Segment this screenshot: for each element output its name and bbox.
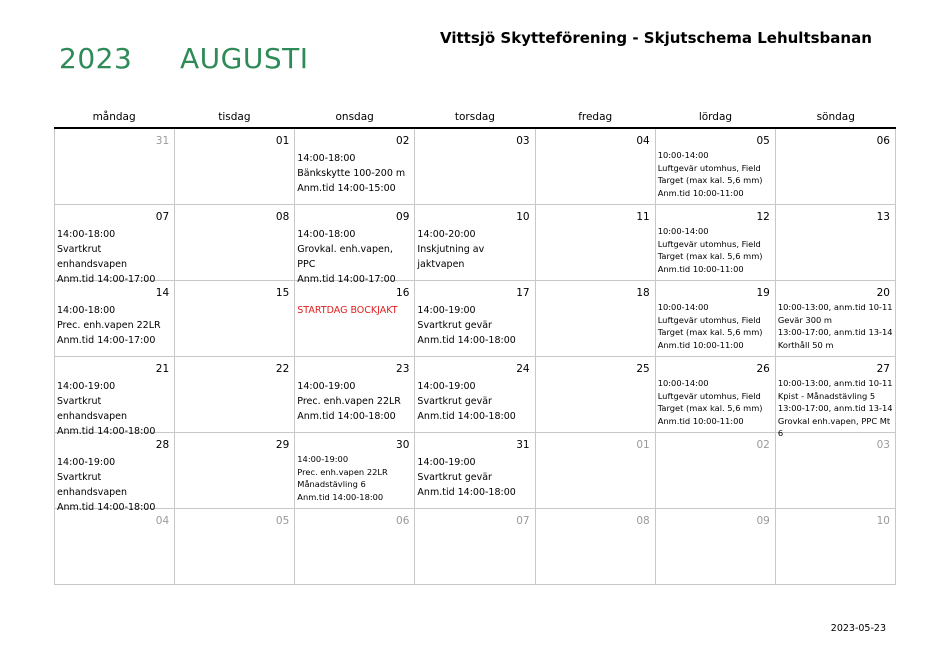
- day-cell: [656, 357, 776, 432]
- day-cell: [656, 205, 776, 280]
- day-cell: [536, 357, 656, 432]
- day-cell: [536, 205, 656, 280]
- day-number: 15: [275, 287, 290, 299]
- weekday-label: onsdag: [335, 111, 374, 123]
- day-cell: [415, 205, 535, 280]
- day-cell: [175, 433, 295, 508]
- week-row: [55, 205, 896, 285]
- day-number: 31: [516, 439, 530, 451]
- day-number: 10: [516, 211, 530, 223]
- event-text: 10:00-14:00 Luftgevär utomhus, Field Target (max kal. 5,6 mm) Anm.tid 10:00-11:00: [657, 150, 763, 198]
- weekday-label: torsdag: [454, 111, 495, 123]
- day-number: 04: [636, 135, 650, 147]
- month-heading: AUGUSTI: [180, 42, 309, 75]
- day-cell: [295, 357, 415, 432]
- day-number: 23: [396, 363, 410, 375]
- event-text: 14:00-18:00 Grovkal. enh.vapen, PPC Anm.tid 14:00-17:00: [297, 229, 396, 285]
- event-text: 14:00-19:00 Svartkrut gevär Anm.tid 14:00-18:00: [417, 457, 516, 498]
- day-number: 30: [396, 439, 410, 451]
- day-cell: [656, 509, 776, 584]
- day-number: 11: [636, 211, 650, 223]
- day-cell: [776, 129, 896, 204]
- weekday-label: lördag: [698, 111, 733, 123]
- day-cell: [55, 205, 175, 285]
- day-number: 27: [876, 363, 890, 375]
- event-text: 10:00-13:00, anm.tid 10-11 Kpist - Månadstävling 5 13:00-17:00, anm.tid 13-14 Grovkal enh.vapen, PPC Mt 6: [777, 378, 893, 438]
- event-text: 14:00-19:00 Prec. enh.vapen 22LR Månadstävling 6 Anm.tid 14:00-18:00: [297, 454, 388, 502]
- day-cell: [415, 509, 535, 584]
- day-number: 02: [396, 135, 410, 147]
- day-cell: [776, 281, 896, 356]
- day-cell: [415, 281, 535, 356]
- event-text: 14:00-19:00 Svartkrut gevär Anm.tid 14:00-18:00: [417, 305, 516, 346]
- event-text: 14:00-20:00 Inskjutning av jaktvapen: [417, 229, 485, 270]
- day-number: 13: [876, 211, 890, 223]
- weekday-label: tisdag: [218, 111, 251, 123]
- day-number: 09: [396, 211, 410, 223]
- day-number: 14: [155, 287, 170, 299]
- day-cell: [776, 205, 896, 280]
- day-number: 20: [876, 287, 890, 299]
- event-text: 10:00-13:00, anm.tid 10-11 Gevär 300 m 13:00-17:00, anm.tid 13-14 Korthåll 50 m: [777, 302, 893, 350]
- day-cell: [175, 357, 295, 432]
- day-cell: [55, 433, 175, 513]
- day-number: 16: [396, 287, 410, 299]
- weekday-label: måndag: [92, 111, 136, 123]
- weekday-label: söndag: [816, 111, 855, 123]
- day-number: 21: [155, 363, 170, 375]
- day-cell: [295, 129, 415, 204]
- day-number: 19: [756, 287, 770, 299]
- day-number: 03: [516, 135, 530, 147]
- day-number: 26: [756, 363, 770, 375]
- day-cell: [536, 509, 656, 584]
- day-cell: [175, 509, 295, 584]
- event-text: 14:00-19:00 Prec. enh.vapen 22LR Anm.tid 14:00-18:00: [297, 381, 401, 422]
- week-row: [55, 433, 896, 513]
- event-text: 14:00-18:00 Svartkrut enhandsvapen Anm.tid 14:00-17:00: [57, 229, 156, 285]
- event-text: 14:00-19:00 Svartkrut enhandsvapen Anm.tid 14:00-18:00: [57, 457, 156, 513]
- day-number: 07: [155, 211, 170, 223]
- week-row: [55, 509, 896, 585]
- day-number: 07: [516, 515, 530, 527]
- event-text: 14:00-18:00 Prec. enh.vapen 22LR Anm.tid 14:00-17:00: [57, 305, 161, 346]
- day-cell: [175, 205, 295, 280]
- print-date: 2023-05-23: [830, 623, 886, 634]
- day-cell: [175, 281, 295, 356]
- day-cell: [55, 281, 175, 356]
- day-cell: [536, 129, 656, 204]
- calendar: [54, 110, 896, 585]
- day-number: 31: [155, 135, 170, 147]
- day-cell: [656, 281, 776, 356]
- event-text: 14:00-19:00 Svartkrut enhandsvapen Anm.tid 14:00-18:00: [57, 381, 156, 437]
- day-number: 02: [756, 439, 770, 451]
- day-cell: [415, 357, 535, 432]
- day-number: 08: [275, 211, 290, 223]
- day-cell: [656, 433, 776, 508]
- day-cell: [776, 357, 896, 438]
- day-number: 06: [396, 515, 410, 527]
- day-cell: [295, 509, 415, 584]
- day-number: 06: [876, 135, 890, 147]
- day-cell: [536, 281, 656, 356]
- day-number: 24: [516, 363, 530, 375]
- day-number: 01: [275, 135, 290, 147]
- day-number: 09: [756, 515, 770, 527]
- day-number: 05: [756, 135, 770, 147]
- day-number: 03: [876, 439, 890, 451]
- day-number: 01: [636, 439, 650, 451]
- day-cell: [776, 433, 896, 508]
- day-cell: [175, 129, 295, 204]
- day-number: 22: [275, 363, 290, 375]
- week-row: [55, 281, 896, 357]
- year-heading: 2023: [59, 42, 133, 75]
- event-text: 10:00-14:00 Luftgevär utomhus, Field Target (max kal. 5,6 mm) Anm.tid 10:00-11:00: [657, 226, 763, 274]
- day-cell: [415, 129, 535, 204]
- day-number: 12: [756, 211, 770, 223]
- day-number: 04: [155, 515, 170, 527]
- week-row: [55, 129, 896, 205]
- day-number: 18: [636, 287, 650, 299]
- calendar-grid: [54, 129, 896, 585]
- day-number: 17: [516, 287, 530, 299]
- day-cell: [295, 205, 415, 285]
- day-cell: [295, 433, 415, 508]
- day-number: 29: [275, 439, 290, 451]
- day-cell: [55, 509, 175, 584]
- schedule-title: Vittsjö Skytteförening - Skjutschema Lehultsbanan: [440, 29, 872, 47]
- event-text: 14:00-19:00 Svartkrut gevär Anm.tid 14:00-18:00: [417, 381, 516, 422]
- day-cell: [55, 357, 175, 437]
- day-cell: [776, 509, 896, 584]
- day-cell: [415, 433, 535, 508]
- day-number: 28: [155, 439, 170, 451]
- event-text: 10:00-14:00 Luftgevär utomhus, Field Target (max kal. 5,6 mm) Anm.tid 10:00-11:00: [657, 302, 763, 350]
- event-text: STARTDAG BOCKJAKT: [297, 305, 398, 316]
- day-cell: [295, 281, 415, 356]
- day-cell: [55, 129, 175, 204]
- weekday-header: [54, 110, 896, 129]
- week-row: [55, 357, 896, 438]
- day-number: 05: [275, 515, 290, 527]
- event-text: 10:00-14:00 Luftgevär utomhus, Field Target (max kal. 5,6 mm) Anm.tid 10:00-11:00: [657, 378, 763, 426]
- weekday-label: fredag: [578, 111, 613, 123]
- event-text: 14:00-18:00 Bänkskytte 100-200 m Anm.tid 14:00-15:00: [297, 153, 406, 194]
- day-number: 08: [636, 515, 650, 527]
- day-cell: [656, 129, 776, 204]
- day-number: 10: [876, 515, 890, 527]
- day-number: 25: [636, 363, 650, 375]
- day-cell: [536, 433, 656, 508]
